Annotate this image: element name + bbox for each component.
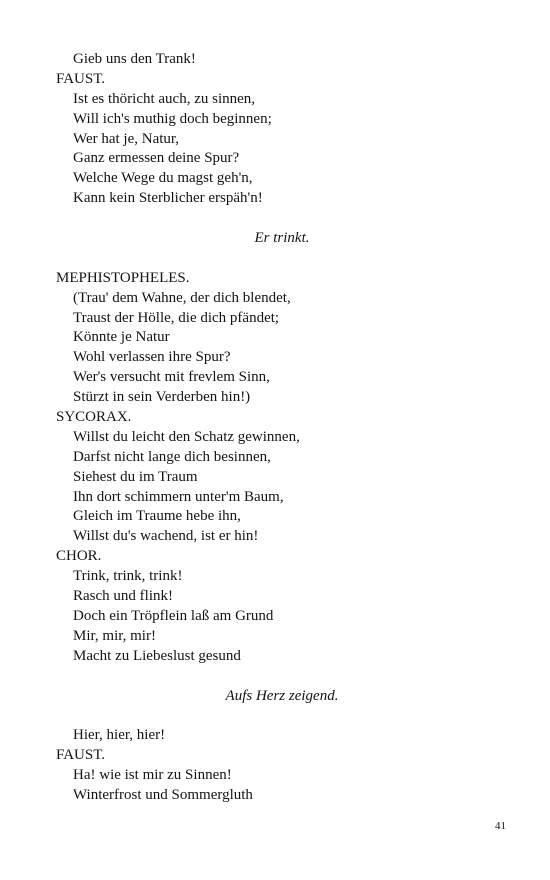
verse-line: Wer's versucht mit frevlem Sinn, <box>73 369 270 386</box>
speaker-name: SYCORAX. <box>56 409 132 426</box>
verse-line: Rasch und flink! <box>73 588 173 605</box>
verse-line: Wohl verlassen ihre Spur? <box>73 349 231 366</box>
verse-line: Willst du's wachend, ist er hin! <box>73 528 259 545</box>
verse-line: Mir, mir, mir! <box>73 627 156 644</box>
speaker-name: CHOR. <box>56 548 102 565</box>
verse-line: Welche Wege du magst geh'n, <box>73 170 253 187</box>
verse-line: Gleich im Traume hebe ihn, <box>73 508 241 525</box>
page-number: 41 <box>495 820 506 832</box>
speaker-name: FAUST. <box>56 70 106 87</box>
verse-line: Ganz ermessen deine Spur? <box>73 150 240 167</box>
verse-line: Gieb uns den Trank! <box>73 51 196 67</box>
speaker-name: MEPHISTOPHELES. <box>56 269 190 286</box>
verse-line: Stürzt in sein Verderben hin!) <box>73 389 251 406</box>
verse-line: Darfst nicht lange dich besinnen, <box>73 448 271 465</box>
verse-line: Macht zu Liebeslust gesund <box>73 647 241 664</box>
blank-line <box>56 209 496 229</box>
verse-line: Wer hat je, Natur, <box>73 130 180 147</box>
verse-line: Kann kein Sterblicher erspäh'n! <box>73 190 263 207</box>
blank-line <box>56 249 496 269</box>
verse-line: Winterfrost und Sommergluth <box>73 786 253 803</box>
verse-line: Willst du leicht den Schatz gewinnen, <box>73 428 300 445</box>
speaker-name: FAUST. <box>56 747 106 764</box>
verse-line: Hier, hier, hier! <box>73 727 166 744</box>
stage-direction: Aufs Herz zeigend. <box>225 687 339 704</box>
verse-line: Traust der Hölle, die dich pfändet; <box>73 309 280 326</box>
verse-line: Ha! wie ist mir zu Sinnen! <box>73 767 232 784</box>
verse-line: Siehest du im Traum <box>73 468 198 485</box>
verse-line: Ist es thöricht auch, zu sinnen, <box>73 90 256 107</box>
verse-line: Will ich's muthig doch beginnen; <box>73 110 272 127</box>
verse-line: Doch ein Tröpflein laß am Grund <box>73 607 274 624</box>
verse-line: Könnte je Natur <box>73 329 170 346</box>
verse-line: Ihn dort schimmern unter'm Baum, <box>73 488 284 505</box>
blank-line <box>56 706 496 726</box>
stage-direction: Er trinkt. <box>254 230 310 247</box>
blank-line <box>56 667 496 687</box>
verse-line: Trink, trink, trink! <box>73 568 183 585</box>
play-text <box>56 50 496 806</box>
verse-line: (Trau' dem Wahne, der dich blendet, <box>73 289 291 306</box>
